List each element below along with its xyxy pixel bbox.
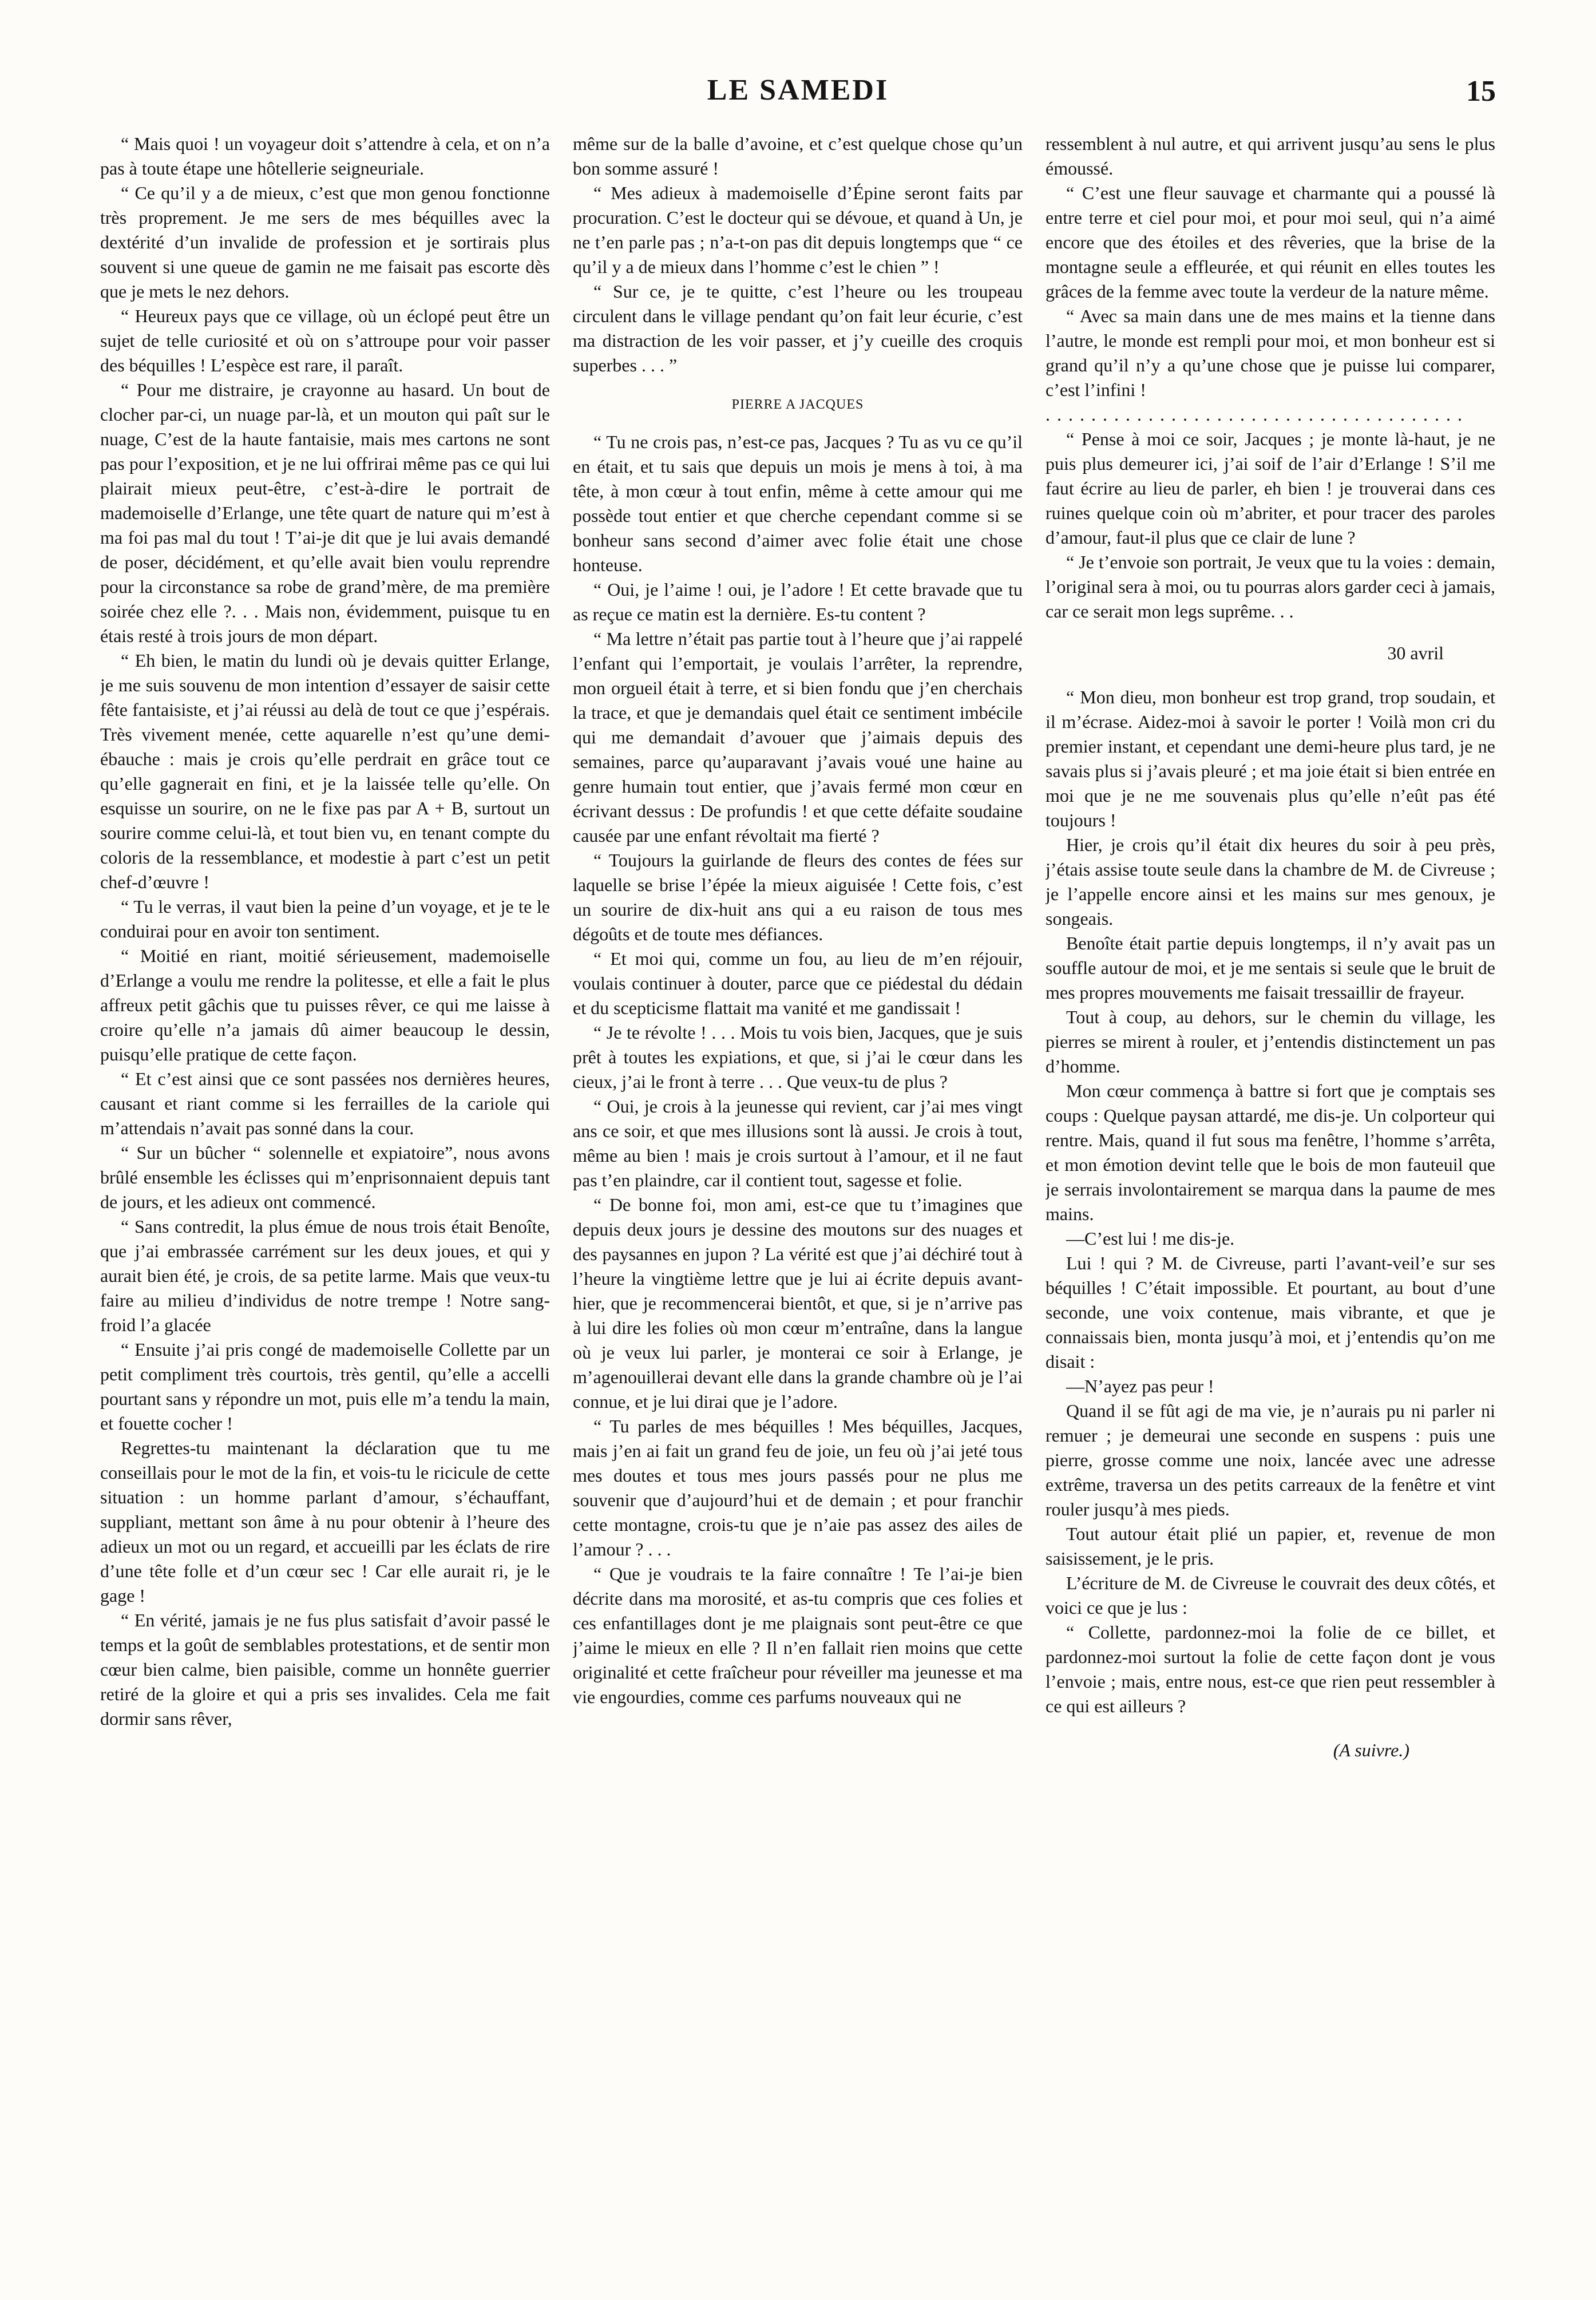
paragraph: Regrettes-tu maintenant la déclaration que tu me conseillais pour le mot de la fin, et vois-tu le ricicule de cette situation : un homme parlant d’amour, s’échauffant, suppliant, mettant son âme à nu pour obtenir à l’heure des adieux un mot ou un regard, et accueilli par les éclats de rire d’une tête folle et d’un cœur sec ! Car elle aurait ri, je le gage !	[100, 1438, 550, 1606]
page-header	[100, 64, 1496, 116]
paragraph: —C’est lui ! me dis-je.	[1066, 1228, 1235, 1249]
paragraph: “ Tu le verras, il vaut bien la peine d’un voyage, et je te le conduirai pour en avoir ton sentiment.	[100, 896, 550, 941]
paragraph: “ Collette, pardonnez-moi la folie de ce billet, et pardonnez-moi surtout la folie de cette façon dont je vous l’envoie ; mais, entre nous, est-ce que rien peut ressembler à ce qui est ailleurs ?	[1045, 1622, 1495, 1716]
to-be-continued: (A suivre.)	[1333, 1740, 1409, 1760]
paragraph: Hier, je crois qu’il était dix heures du soir à peu près, j’étais assise toute seule dans la chambre de M. de Civreuse ; je l’appelle encore ainsi et les mains sur mes genoux, je songeais.	[1045, 834, 1495, 929]
paragraph: “ Que je voudrais te la faire connaître ! Te l’ai-je bien décrite dans ma morosité, et as-tu compris que ces folies et ces enfantillages dont je me plaignais sont peut-être ce que j’aime le mieux en elle ? Il n’en fallait rien moins que cette originalité et cette fraîcheur pour réveiller ma jeunesse et ma vie engourdies, comme ces parfums nouveaux qui ne	[573, 1563, 1023, 1707]
paragraph: “ Mes adieux à mademoiselle d’Épine seront faits par procuration. C’est le docteur qui se dévoue, et quand à Un, je ne t’en parle pas ; n’a-t-on pas dit depuis longtemps que “ ce qu’il y a de mieux dans l’homme c’est le chien ” !	[573, 183, 1023, 277]
column-2	[573, 132, 1023, 2272]
paragraph: “ Pour me distraire, je crayonne au hasard. Un bout de clocher par-ci, un nuage par-là, et un mouton qui paît sur le nuage, C’est de la haute fantaisie, mais mes cartons ne sont pas pour l’exposition, et je ne lui offrirai même pas ce qui lui plairait mieux peut-être, c’est-à-dire le portrait de mademoiselle d’Erlange, une tête quart de nature qui m’est à ma foi pas mal du tout ! T’ai-je dit que je lui avais demandé de poser, décidément, et qu’elle avait bien voulu reprendre pour la circonstance sa robe de grand’mère, de ma première soirée chez elle ?. . . Mais non, évidemment, puisque tu en étais resté à trois jours de mon départ.	[100, 379, 550, 646]
paragraph: “ Eh bien, le matin du lundi où je devais quitter Erlange, je me suis souvenu de mon intention d’essayer de saisir cette fête fantaisiste, et j’ai réussi au delà de tout ce que j’espérais. Très vivement menée, cette aquarelle n’est qu’une demi-ébauche : mais je crois qu’elle perdrait en grâce tout ce qu’elle gagnerait en fini, et je la laissée telle qu’elle. On esquisse un sourire, on ne le fixe pas par A + B, surtout un sourire comme celui-là, et tout bien vu, en tenant compte du coloris de la ressemblance, et modestie à part c’est un petit chef-d’œuvre !	[100, 650, 550, 892]
paragraph: “ Ma lettre n’était pas partie tout à l’heure que j’ai rappelé l’enfant qui l’emportait, je voulais l’arrêter, la reprendre, mon orgueil était à terre, et si bien fondu que j’en cherchais la trace, et que je demandais quel était ce sentiment imbécile qui me demandait d’avouer que j’aimais depuis des semaines, parce qu’auparavant j’avais voué une haine au genre humain tout entier, que j’avais fermé mon cœur en écrivant dessus : De profundis ! et que cette défaite soudaine causée par une enfant révoltait ma fierté ?	[573, 628, 1023, 846]
dotted-separator: . . . . . . . . . . . . . . . . . . . . . . . . . . . . . . . . . . . . .	[1045, 404, 1463, 425]
paragraph: “ En vérité, jamais je ne fus plus satisfait d’avoir passé le temps et la goût de semblables protestations, et de sentir mon cœur bien calme, bien paisible, comme un honnête guerrier retiré de la gloire et qui a pris ses invalides. Cela me fait dormir sans rêver,	[100, 1610, 550, 1729]
paragraph: “ Ensuite j’ai pris congé de mademoiselle Collette par un petit compliment très courtois, très gentil, qu’elle a accelli pourtant sans y répondre un mot, puis elle m’a tendu la main, et fouette cocher !	[100, 1339, 550, 1434]
paragraph: “ Ce qu’il y a de mieux, c’est que mon genou fonctionne très proprement. Je me sers de mes béquilles avec la dextérité d’un invalide de profession et je sortirais plus souvent si une queue de gamin ne me faisait pas escorte dès que je mets le nez dehors.	[100, 183, 550, 302]
paragraph: “ Heureux pays que ce village, où un éclopé peut être un sujet de telle curiosité et où on s’attroupe pour voir passer des béquilles ! L’espèce est rare, il paraît.	[100, 306, 550, 375]
paragraph: Quand il se fût agi de ma vie, je n’aurais pu ni parler ni remuer ; je demeurai une seconde en suspens : puis une pierre, grosse comme une noix, lancée avec une adresse extrême, traversa un des petits carreaux de la fenêtre et vint rouler jusqu’à mes pieds.	[1045, 1400, 1495, 1519]
paragraph: “ Oui, je l’aime ! oui, je l’adore ! Et cette bravade que tu as reçue ce matin est la dernière. Es-tu content ?	[573, 579, 1023, 624]
paragraph: Tout à coup, au dehors, sur le chemin du village, les pierres se mirent à rouler, et j’entendis distinctement un pas d’homme.	[1045, 1007, 1495, 1076]
paragraph: L’écriture de M. de Civreuse le couvrait des deux côtés, et voici ce que je lus :	[1045, 1573, 1495, 1618]
paragraph: “ Tu parles de mes béquilles ! Mes béquilles, Jacques, mais j’en ai fait un grand feu de joie, un feu où j’ai jeté tous mes doutes et tous mes jours passés pour ne plus me souvenir que d’aujourd’hui et de demain ; et pour franchir cette montagne, crois-tu que je n’aie pas assez des ailes de l’amour ? . . .	[573, 1416, 1023, 1559]
paragraph: “ C’est une fleur sauvage et charmante qui a poussé là entre terre et ciel pour moi, et pour moi seul, qui n’a aimé encore que des étoiles et des rêveries, que la brise de la montagne seule a effleurée, et qui réunit en elles toutes les grâces de la femme avec toute la verdeur de la nature même.	[1045, 183, 1495, 302]
section-heading: PIERRE A JACQUES	[731, 397, 864, 412]
paragraph: “ Moitié en riant, moitié sérieusement, mademoiselle d’Erlange a voulu me rendre la politesse, et elle a fait le plus affreux petit gâchis que tu puisses rêver, ce qui me laisse à croire qu’elle n’a jamais dû aimer beaucoup le dessin, puisqu’elle pratique de cette façon.	[100, 945, 550, 1064]
paragraph: Tout autour était plié un papier, et, revenue de mon saisissement, je le pris.	[1045, 1523, 1495, 1569]
paragraph: “ Avec sa main dans une de mes mains et la tienne dans l’autre, le monde est rempli pour moi, et mon bonheur est si grand qu’il n’y a qu’une chose que je puisse lui comparer, c’est l’infini !	[1045, 306, 1495, 400]
paragraph: “ De bonne foi, mon ami, est-ce que tu t’imagines que depuis deux jours je dessine des moutons sur des nuages et des paysannes en jupon ? La vérité est que j’ai déchiré tout à l’heure la vingtième lettre que je lui ai écrite depuis avant-hier, que je recommencerai bientôt, et que, si je n’arrive pas à lui dire les folies où mon cœur m’entraîne, dans la langue où je veux lui parler, je monterai ce soir à Erlange, je m’agenouillerai devant elle dans la grande chambre où je l’ai connue, et je lui dirai que je l’adore.	[573, 1194, 1023, 1412]
paragraph: —N’ayez pas peur !	[1066, 1376, 1214, 1396]
paragraph: “ Sur ce, je te quitte, c’est l’heure ou les troupeau circulent dans le village pendant qu’on fait leur écurie, c’est ma distraction de les voir passer, et j’y cueille des croquis superbes . . . ”	[573, 281, 1023, 375]
article-columns	[100, 132, 1496, 2272]
paragraph: Mon cœur commença à battre si fort que je comptais ses coups : Quelque paysan attardé, me dis-je. Un colporteur qui rentre. Mais, quand il fut sous ma fenêtre, l’homme s’arrêta, et mon émotion devint telle que le bois de mon fauteuil que je serrais involontairement se marqua dans la paume de mes mains.	[1045, 1080, 1495, 1224]
paragraph: “ Toujours la guirlande de fleurs des contes de fées sur laquelle se brise l’épée la mieux aiguisée ! Cette fois, c’est un sourire de dix-huit ans qui a eu raison de tous mes dégoûts et de toute mes défiances.	[573, 850, 1023, 944]
page-number: 15	[1466, 75, 1496, 108]
paragraph: “ Et c’est ainsi que ce sont passées nos dernières heures, causant et riant comme si les ferrailles de la cariole qui m’attendais n’avait pas sonné dans la cour.	[100, 1068, 550, 1138]
paragraph: “ Pense à moi ce soir, Jacques ; je monte là-haut, je ne puis plus demeurer ici, j’ai soif de l’air d’Erlange ! S’il me faut écrire au lieu de parler, eh bien ! je trouverai dans ces ruines quelque coin où m’abriter, et pour tracer des paroles d’amour, faut-il plus que ce clair de lune ?	[1045, 429, 1495, 548]
paragraph: “ Sans contredit, la plus émue de nous trois était Benoîte, que j’ai embrassée carrément sur les deux joues, et qui y aurait bien été, je crois, de sa petite larme. Mais que veux-tu faire au milieu d’individus de notre trempe ! Notre sang-froid l’a glacée	[100, 1216, 550, 1335]
paragraph: “ Mon dieu, mon bonheur est trop grand, trop soudain, et il m’écrase. Aidez-moi à savoir le porter ! Voilà mon cri du premier instant, et cependant une demi-heure plus tard, je ne savais plus si j’avais pleuré ; et ma joie était si bien entrée en moi que je ne me souvenais plus qu’elle n’eût pas été toujours !	[1045, 687, 1495, 830]
paragraph: “ Sur un bûcher “ solennelle et expiatoire”, nous avons brûlé ensemble les éclisses qui m’enprisonnaient depuis tant de jours, et les adieux ont commencé.	[100, 1142, 550, 1212]
paragraph: “ Mais quoi ! un voyageur doit s’attendre à cela, et on n’a pas à toute étape une hôtellerie seigneuriale.	[100, 133, 550, 179]
column-1	[100, 132, 550, 2272]
paragraph: ressemblent à nul autre, et qui arrivent jusqu’au sens le plus émoussé.	[1045, 133, 1495, 179]
paragraph: même sur de la balle d’avoine, et c’est quelque chose qu’un bon somme assuré !	[573, 133, 1023, 179]
dateline: 30 avril	[1387, 643, 1444, 663]
paragraph: “ Et moi qui, comme un fou, au lieu de m’en réjouir, voulais continuer à douter, parce que ce piédestal du dédain et du scepticisme flattait ma vanité et me gandissait !	[573, 948, 1023, 1018]
paragraph: “ Je te révolte ! . . . Mois tu vois bien, Jacques, que je suis prêt à toutes les expiations, et que, si j’ai le cœur dans les cieux, j’ai le front à terre . . . Que veux-tu de plus ?	[573, 1022, 1023, 1092]
paragraph: Lui ! qui ? M. de Civreuse, parti l’avant-veil’e sur ses béquilles ! C’était impossible. Et pourtant, au bout d’une seconde, une voix contenue, mais vibrante, et que je connaissais bien, monta jusqu’à moi, et j’entendis qu’on me disait :	[1045, 1253, 1495, 1372]
paragraph: “ Tu ne crois pas, n’est-ce pas, Jacques ? Tu as vu ce qu’il en était, et tu sais que depuis un mois je mens à toi, à ma tête, à mon cœur à tout enfin, même à cette amour qui me possède tout entier et que cherche cependant comme si se bonheur sans second d’aimer avec folie était une chose honteuse.	[573, 432, 1023, 575]
paragraph: “ Oui, je crois à la jeunesse qui revient, car j’ai mes vingt ans ce soir, et que mes illusions sont là aussi. Je crois à tout, même au bien ! mais je crois surtout à l’amour, et il ne faut pas t’en plaindre, car il contient tout, sagesse et folie.	[573, 1096, 1023, 1190]
paragraph: Benoîte était partie depuis longtemps, il n’y avait pas un souffle autour de moi, et je me sentais si seule que le bruit de mes propres mouvements me faisait tressaillir de frayeur.	[1045, 933, 1495, 1003]
column-3	[1045, 132, 1495, 2272]
paragraph: “ Je t’envoie son portrait, Je veux que tu la voies : demain, l’original sera à moi, ou tu pourras alors garder ceci à jamais, car ce serait mon legs suprême. . .	[1045, 552, 1495, 621]
journal-title: LE SAMEDI	[707, 73, 889, 106]
